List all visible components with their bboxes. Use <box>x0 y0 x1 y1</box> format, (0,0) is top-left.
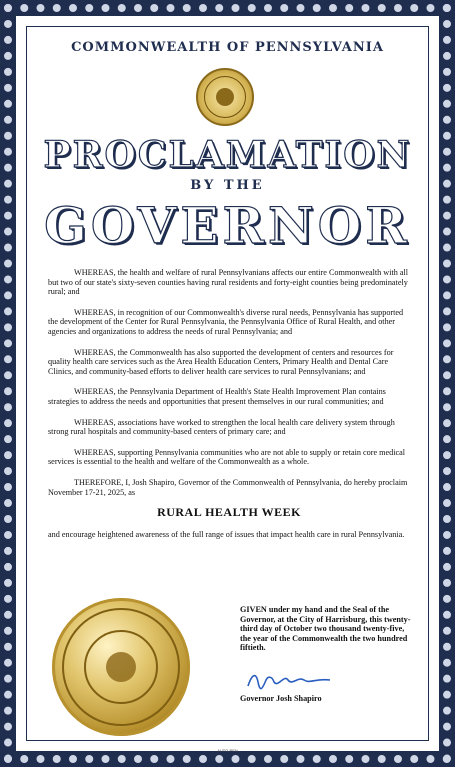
seal-core <box>216 88 234 106</box>
gold-seal-icon <box>52 598 190 736</box>
given-statement: GIVEN under my hand and the Seal of the Governor, at the City of Harrisburg, this twenty-third day of October two thousand twenty-five, the year of the Commonwealth the two hundred fiftieth. <box>240 605 411 653</box>
closing-paragraph: and encourage heightened awareness of the full range of issues that impact health care in rural Pennsylvania. <box>48 529 405 539</box>
whereas-paragraph: WHEREAS, associations have worked to strengthen the local health care delivery system through strong rural hospitals and community-based centers of primary care; and <box>48 417 395 437</box>
whereas-paragraph: WHEREAS, the Pennsylvania Department of Health's State Health Improvement Plan contains strategies to address the needs and opportunities that present themselves in our rural communities; and <box>48 387 386 406</box>
whereas-paragraph: WHEREAS, the health and welfare of rural Pennsylvanians affects our entire Commonwealth with all but two of our state's sixty-seven counties having rural residents and forty-eight counties being predominately rural; and <box>48 268 409 297</box>
governor-name-line: Governor Josh Shapiro <box>240 694 322 703</box>
governor-seal-icon <box>196 68 254 126</box>
proclamation-body <box>48 268 410 547</box>
autopen-mark: AUTO-PEN <box>217 748 238 753</box>
therefore-paragraph: THEREFORE, I, Josh Shapiro, Governor of the Commonwealth of Pennsylvania, do hereby proclaim November 17-21, 2025, as <box>48 477 408 497</box>
week-title: RURAL HEALTH WEEK <box>157 505 301 520</box>
proclamation-title: PROCLAMATION <box>43 134 412 176</box>
by-the-label: BY THE <box>190 178 265 193</box>
signature-icon <box>244 668 334 692</box>
governor-title: GOVERNOR <box>44 196 411 255</box>
whereas-paragraph: WHEREAS, the Commonwealth has also supported the development of centers and resources for quality health care services such as the Area Health Education Centers, Primary Health and Dental Care Clinics, and community-based efforts to deliver health care services to rural Pennsylvanians; and <box>48 347 394 376</box>
state-header: COMMONWEALTH OF PENNSYLVANIA <box>71 40 384 55</box>
whereas-paragraph: WHEREAS, in recognition of our Commonwealth's diverse rural needs, Pennsylvania has supported the development of the Center for Rural Pennsylvania, the Pennsylvania Office of Rural Health, and other agencies and organizations to address the needs of rural Pennsylvania; and <box>48 307 404 336</box>
whereas-paragraph: WHEREAS, supporting Pennsylvania communities who are not able to supply or retain core medical services is essential to the health and welfare of the Commonwealth as a whole. <box>48 447 406 467</box>
seal-center <box>106 652 136 682</box>
